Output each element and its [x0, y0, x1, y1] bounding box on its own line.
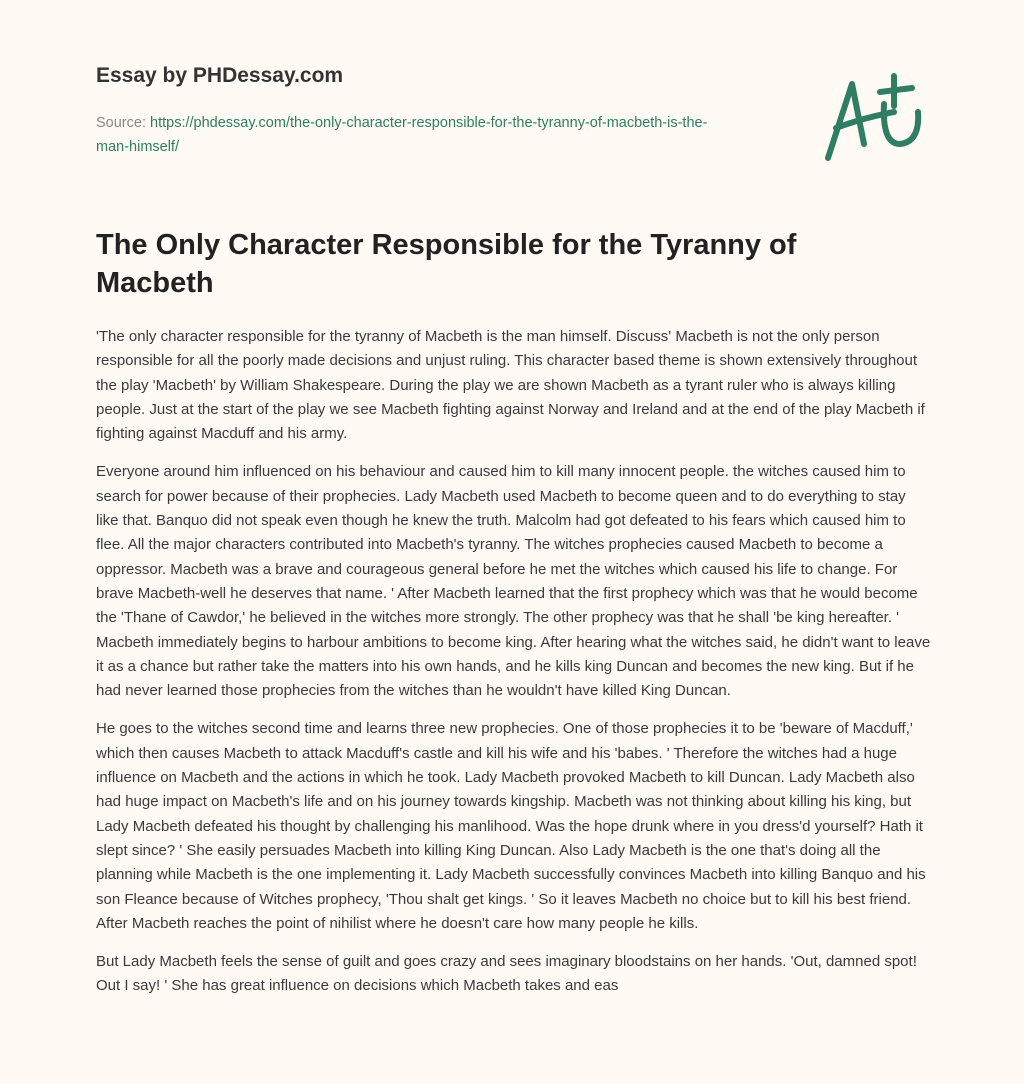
- paragraph: Everyone around him influenced on his behaviour and caused him to kill many innocent people. the witches caused him to search for power because of their prophecies. Lady Macbeth used Macbeth to become queen and to do everything to stay like that. Banquo did not speak even though he knew the truth. Malcolm had got defeated to his fears which caused him to flee. All the major characters contributed into Macbeth's tyranny. The witches prophecies caused Macbeth to become a oppressor. Macbeth was a brave and courageous general before he met the witches which caused his life to change. For brave Macbeth-well he deserves that name. ' After Macbeth learned that the first prophecy which was that he would become the 'Thane of Cawdor,' he believed in the witches more strongly. The other prophecy was that he shall 'be king hereafter. ' Macbeth immediately begins to harbour ambitions to become king. After hearing what the witches said, he didn't want to leave it as a chance but rather take the matters into his own hands, and he kills king Duncan and becomes the new king. But if he had never learned those prophecies from the witches than he wouldn't have killed King Duncan.: [96, 463, 931, 700]
- paragraph: But Lady Macbeth feels the sense of guilt and goes crazy and sees imaginary bloodstains on her hands. 'Out, damned spot! Out I say! ' She has great influence on decisions which Macbeth takes and eas: [96, 953, 917, 995]
- source-line: [96, 111, 736, 159]
- source-link[interactable]: https://phdessay.com/the-only-character-responsible-for-the-tyranny-of-macbeth-is-the-man-himself/: [96, 115, 708, 155]
- paragraph: 'The only character responsible for the tyranny of Macbeth is the man himself. Discuss' Macbeth is not the only person responsible for all the poorly made decisions and unjust ruling. This character based theme is shown extensively throughout the play 'Macbeth' by William Shakespeare. During the play we are shown Macbeth as a tyrant ruler who is always killing people. Just at the start of the play we see Macbeth fighting against Norway and Ireland and at the end of the play Macbeth if fighting against Macduff and his army.: [96, 328, 925, 443]
- source-label: Source:: [96, 115, 146, 131]
- paragraph: He goes to the witches second time and learns three new prophecies. One of those prophecies it to be 'beware of Macduff,' which then causes Macbeth to attack Macduff's castle and kill his wife and his 'babes. ' Therefore the witches had a huge influence on Macbeth and the actions in which he took. Lady Macbeth provoked Macbeth to kill Duncan. Lady Macbeth also had huge impact on Macbeth's life and on his journey towards kingship. Macbeth was not thinking about killing his king, but Lady Macbeth defeated his thought by challenging his manlihood. Was the hope drunk where in you dress'd yourself? Hath it slept since? ' She easily persuades Macbeth into killing King Duncan. Also Lady Macbeth is the one that's doing all the planning while Macbeth is the one implementing it. Lady Macbeth successfully convinces Macbeth into killing Banquo and his son Fleance because of Witches prophecy, 'Thou shalt get kings. ' So it leaves Macbeth no choice but to kill his best friend. After Macbeth reaches the point of nihilist where he doesn't care how many people he kills.: [96, 720, 926, 932]
- page-title: The Only Character Responsible for the Tyranny of Macbeth: [96, 229, 797, 299]
- a-plus-logo-icon: [822, 72, 932, 167]
- site-brand: Essay by PHDessay.com: [96, 64, 344, 87]
- essay-body: [96, 325, 932, 1013]
